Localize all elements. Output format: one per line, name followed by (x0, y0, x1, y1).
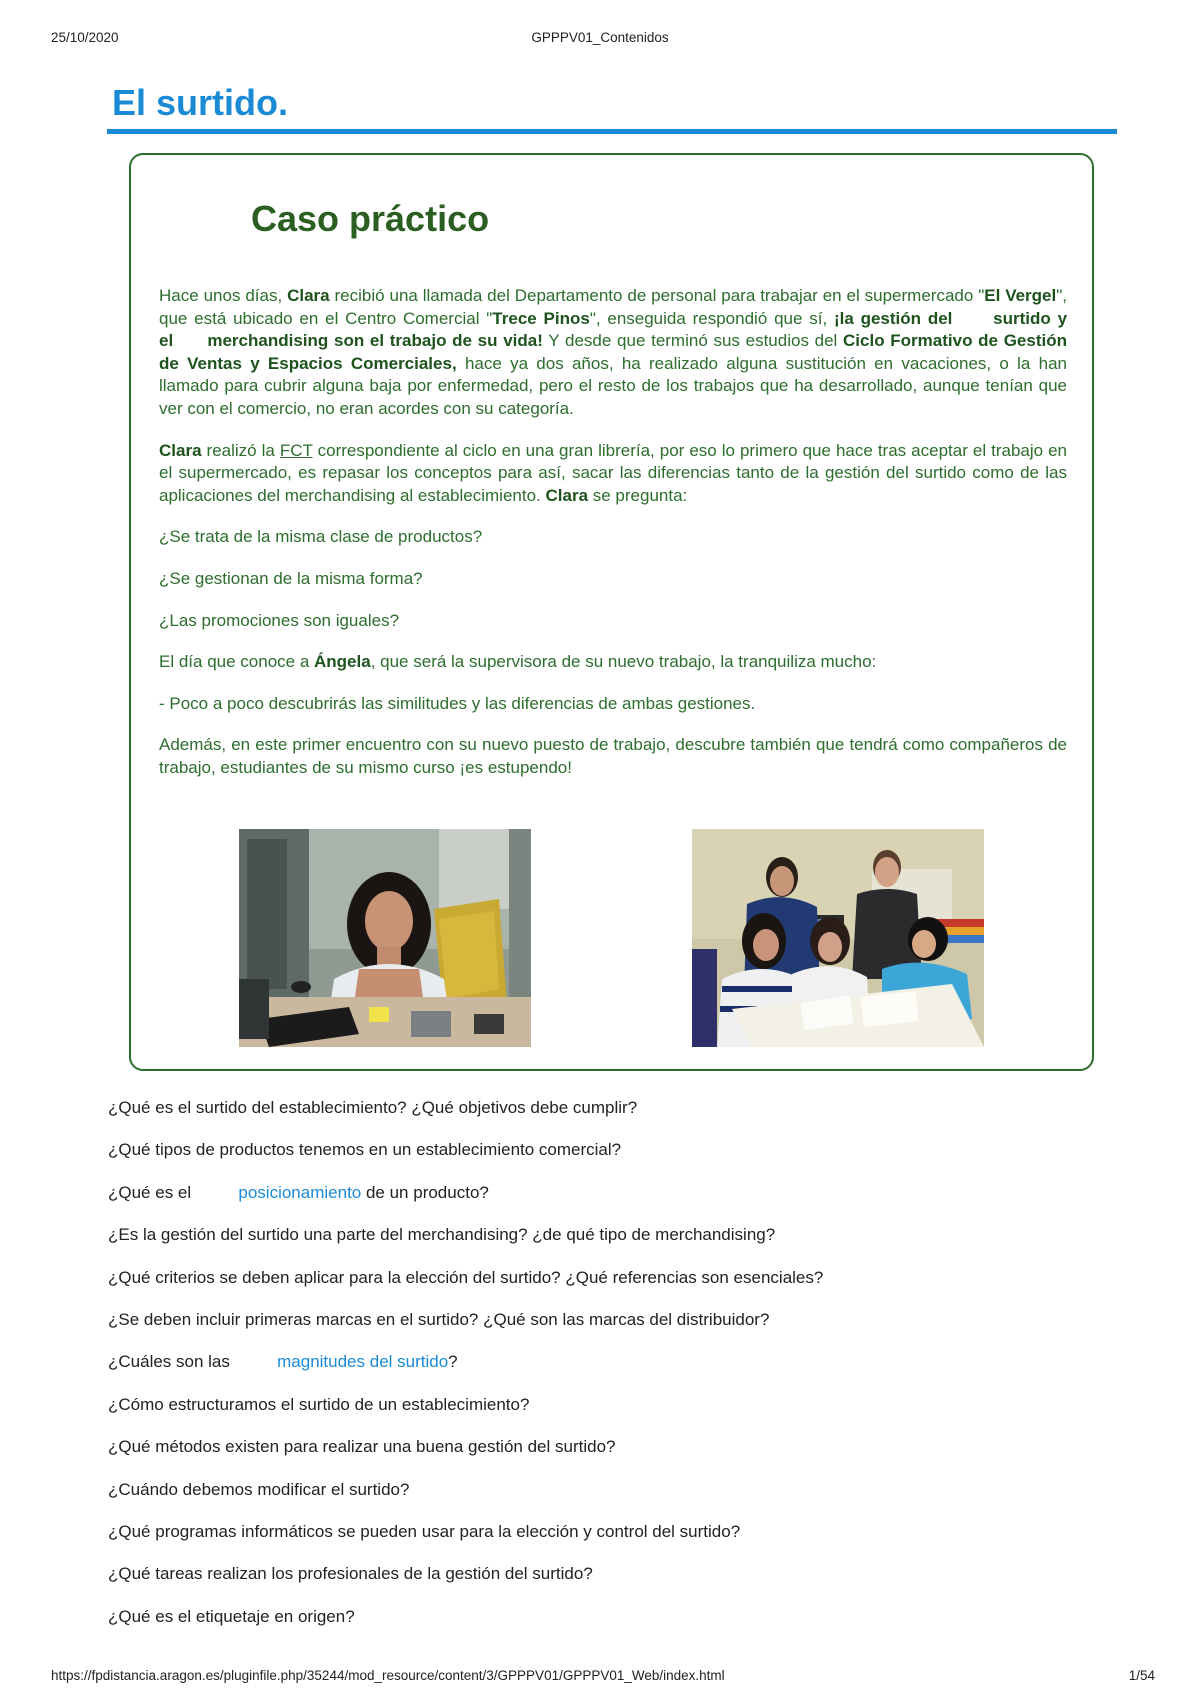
case-question-1: ¿Se trata de la misma clase de productos? (159, 527, 483, 547)
print-page-number: 1/54 (1128, 1668, 1155, 1683)
photo-students-group (692, 829, 984, 1047)
case-question-2: ¿Se gestionan de la misma forma? (159, 568, 423, 588)
question-item: ¿Qué tipos de productos tenemos en un establecimiento comercial? (108, 1140, 622, 1160)
photo-clara-at-desk (239, 829, 531, 1047)
surtido-link[interactable]: surtido (993, 308, 1051, 328)
print-date: 25/10/2020 (51, 30, 119, 45)
question-item: ¿Se deben incluir primeras marcas en el surtido? ¿Qué son las marcas del distribuidor? (108, 1309, 770, 1329)
posicionamiento-link[interactable]: posicionamiento (238, 1182, 362, 1202)
question-item: ¿Cuáles son las magnitudes del surtido? (108, 1352, 458, 1372)
case-study-title: Caso práctico (251, 198, 490, 239)
guiding-questions-list (108, 1097, 823, 1648)
case-paragraph-quote: - Poco a poco descubrirás las similitudes y las diferencias de ambas gestiones. (159, 693, 756, 713)
case-study-body (159, 285, 1067, 799)
case-paragraph-classmates: Además, en este primer encuentro con su nuevo puesto de trabajo, descubre también que tendrá como compañeros de trabajo, estudiantes de su mismo curso ¡es estupendo! (159, 735, 1067, 777)
question-item: ¿Cómo estructuramos el surtido de un establecimiento? (108, 1394, 530, 1414)
page-title: El surtido. (112, 82, 289, 123)
merchandising-link[interactable]: merchandising (207, 331, 329, 351)
case-paragraph-angela: El día que conoce a Ángela, que será la supervisora de su nuevo trabajo, la tranquiliza mucho: (159, 652, 877, 672)
question-item: ¿Qué tareas realizan los profesionales de la gestión del surtido? (108, 1564, 593, 1584)
question-item: ¿Es la gestión del surtido una parte del merchandising? ¿de qué tipo de merchandising? (108, 1225, 776, 1245)
question-item: ¿Qué criterios se deben aplicar para la elección del surtido? ¿Qué referencias son esenciales? (108, 1267, 824, 1287)
magnitudes-link[interactable]: magnitudes del surtido (277, 1352, 449, 1372)
fct-abbreviation[interactable]: FCT (279, 440, 313, 460)
case-paragraph-intro: Hace unos días, Clara recibió una llamada del Departamento de personal para trabajar en el supermercado "El Vergel", que está ubicado en el Centro Comercial "Trece Pinos", enseguida respondió que sí, ¡la gestión del surtido y el merchandising son el trabajo de su vida! Y desde que terminó sus estudios del Ciclo Formativo de Gestión de Ventas y Espacios Comerciales, hace ya dos años, ha realizado alguna sustitución en vacaciones, o la han llamado para cubrir alguna baja por enfermedad, pero el resto de los trabajos que ha desarrollado, aunque tenían que ver con el comercio, no eran acordes con su categoría. (159, 286, 1068, 418)
question-item: ¿Qué es el posicionamiento de un producto? (108, 1182, 489, 1202)
case-paragraph-fct: Clara realizó la FCT correspondiente al ciclo en una gran librería, por eso lo primero que hace tras aceptar el trabajo en el supermercado, es repasar los conceptos para así, sacar las diferencias tanto de la gestión del surtido como de las aplicaciones del merchandising al establecimiento. Clara se pregunta: (159, 440, 1067, 505)
print-doc-title: GPPPV01_Contenidos (531, 30, 669, 45)
question-item: ¿Cuándo debemos modificar el surtido? (108, 1479, 410, 1499)
question-item: ¿Qué es el surtido del establecimiento? ¿Qué objetivos debe cumplir? (108, 1098, 638, 1117)
title-divider (107, 129, 1117, 134)
print-url: https://fpdistancia.aragon.es/pluginfile.php/35244/mod_resource/content/3/GPPPV01/GPPPV01_Web/index.html (51, 1668, 725, 1683)
question-item: ¿Qué programas informáticos se pueden usar para la elección y control del surtido? (108, 1521, 741, 1541)
question-item: ¿Qué métodos existen para realizar una buena gestión del surtido? (108, 1437, 616, 1457)
question-item: ¿Qué es el etiquetaje en origen? (108, 1606, 355, 1626)
case-question-3: ¿Las promociones son iguales? (159, 610, 400, 630)
